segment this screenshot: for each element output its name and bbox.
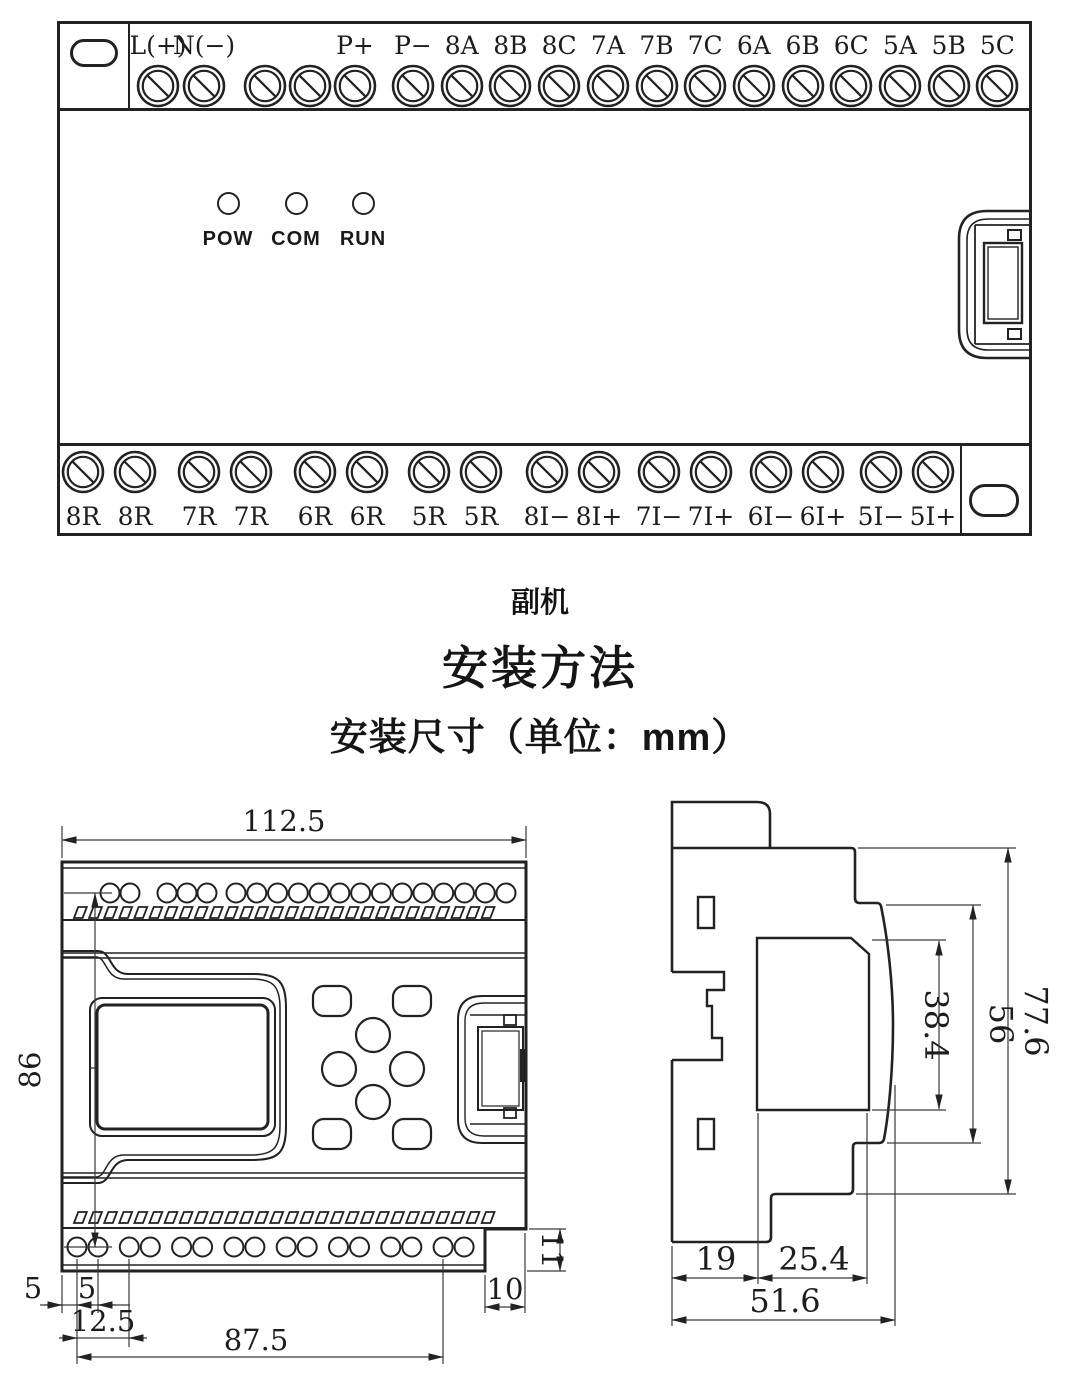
terminal-label: 8B xyxy=(493,31,528,60)
terminal-label: P− xyxy=(394,31,432,60)
dim-mid-height: 56 xyxy=(982,1003,1020,1045)
terminal-label: 5I+ xyxy=(909,502,957,531)
screw-terminal-icon xyxy=(577,450,621,494)
screw-terminal-icon xyxy=(525,450,569,494)
screw-terminal-icon xyxy=(229,450,273,494)
terminal-label: L(+) xyxy=(129,31,187,60)
section-title: 安装方法 xyxy=(442,642,638,694)
terminal-label: 8C xyxy=(541,31,577,60)
bottom-terminal-strip xyxy=(60,443,1029,533)
keypad-icon xyxy=(313,986,431,1149)
terminal-top xyxy=(169,29,239,108)
dim-width: 112.5 xyxy=(242,804,326,838)
terminal-label: 6C xyxy=(833,31,869,60)
terminal-label: 5A xyxy=(883,31,917,60)
terminal-label: 6R xyxy=(297,502,333,531)
terminal-label: N(−) xyxy=(172,31,236,60)
terminal-label: 6R xyxy=(349,502,385,531)
led-circle-icon xyxy=(217,192,240,215)
led-indicator-pow xyxy=(196,192,260,251)
vent-teeth-top xyxy=(74,907,495,918)
terminal-label: 6I− xyxy=(747,502,795,531)
din-rail-notch xyxy=(672,972,724,1060)
led-indicator-run xyxy=(331,192,395,251)
dim-step-height: 11 xyxy=(535,1231,569,1269)
terminal-label: 7I+ xyxy=(687,502,735,531)
vent-teeth-bottom xyxy=(74,1212,495,1223)
screw-terminal-icon xyxy=(637,450,681,494)
terminal-label: 5R xyxy=(463,502,499,531)
dim-left-depth: 19 xyxy=(695,1240,737,1278)
terminal-label: 7A xyxy=(590,31,625,60)
terminal-label: 6A xyxy=(736,31,771,60)
side-view-drawing xyxy=(650,780,1080,1399)
device-caption: 副机 xyxy=(510,587,569,619)
terminal-label: 8R xyxy=(117,502,153,531)
terminal-label: 8I+ xyxy=(575,502,623,531)
front-view-drawing xyxy=(0,780,600,1399)
dim-hole-gap: 5 xyxy=(77,1271,97,1305)
dim-total-depth: 51.6 xyxy=(749,1282,821,1320)
terminal-bottom xyxy=(100,450,170,534)
screw-terminal-icon xyxy=(975,64,1019,108)
terminal-top xyxy=(962,29,1032,108)
terminal-label: 7R xyxy=(233,502,269,531)
dim-total-height: 77.6 xyxy=(1017,985,1055,1057)
terminal-label: P+ xyxy=(336,31,374,60)
terminal-label: 6I+ xyxy=(799,502,847,531)
screw-terminal-icon xyxy=(113,450,157,494)
dim-edge-gap: 5 xyxy=(23,1271,43,1305)
top-terminal-strip xyxy=(60,24,1029,111)
terminal-label: 8A xyxy=(444,31,479,60)
screw-terminal-icon xyxy=(293,450,337,494)
right-mounting-cell xyxy=(960,446,1029,533)
terminal-bottom xyxy=(332,450,402,534)
terminal-bottom xyxy=(898,450,968,534)
screw-terminal-icon xyxy=(345,450,389,494)
led-label: COM xyxy=(271,228,321,250)
screw-terminal-icon xyxy=(407,450,451,494)
screw-terminal-icon xyxy=(801,450,845,494)
terminal-label: 5B xyxy=(931,31,966,60)
expansion-connector-icon xyxy=(947,201,1032,369)
dim-span: 87.5 xyxy=(223,1323,289,1357)
dim-pair-pitch: 12.5 xyxy=(70,1304,136,1338)
terminal-label: 5I− xyxy=(857,502,905,531)
terminal-label: 7R xyxy=(181,502,217,531)
screw-terminal-icon xyxy=(749,450,793,494)
screw-terminal-icon xyxy=(182,64,226,108)
terminal-label: 7I− xyxy=(635,502,683,531)
dim-mid-depth: 25.4 xyxy=(778,1240,850,1278)
screw-terminal-icon xyxy=(61,450,105,494)
left-mounting-cell xyxy=(60,24,130,108)
terminal-label: 7B xyxy=(639,31,674,60)
front-connector-icon xyxy=(458,996,526,1143)
screw-terminal-icon xyxy=(333,64,377,108)
screw-terminal-icon xyxy=(459,450,503,494)
terminal-label: 8I− xyxy=(523,502,571,531)
terminal-label: 5R xyxy=(411,502,447,531)
dim-height: 86 xyxy=(13,1051,47,1089)
lcd-screen-icon xyxy=(90,998,275,1136)
dim-inner-height: 38.4 xyxy=(917,989,955,1061)
led-label: POW xyxy=(202,228,254,250)
mounting-slot-icon xyxy=(70,39,118,67)
terminal-label: 5C xyxy=(979,31,1015,60)
led-circle-icon xyxy=(285,192,308,215)
terminal-device-drawing xyxy=(57,21,1032,536)
dim-step-width: 10 xyxy=(486,1272,524,1306)
led-label: RUN xyxy=(339,228,387,250)
section-subtitle: 安装尺寸（单位：mm） xyxy=(329,717,751,759)
screw-terminal-icon xyxy=(911,450,955,494)
led-circle-icon xyxy=(352,192,375,215)
terminal-label: 6B xyxy=(785,31,820,60)
mounting-slot-icon xyxy=(969,484,1019,517)
terminal-bottom xyxy=(446,450,516,534)
screw-terminal-icon xyxy=(859,450,903,494)
terminal-label: 8R xyxy=(65,502,101,531)
led-indicator-com xyxy=(264,192,328,251)
screw-terminal-icon xyxy=(689,450,733,494)
screw-terminal-icon xyxy=(177,450,221,494)
terminal-bottom xyxy=(216,450,286,534)
terminal-label: 7C xyxy=(687,31,723,60)
